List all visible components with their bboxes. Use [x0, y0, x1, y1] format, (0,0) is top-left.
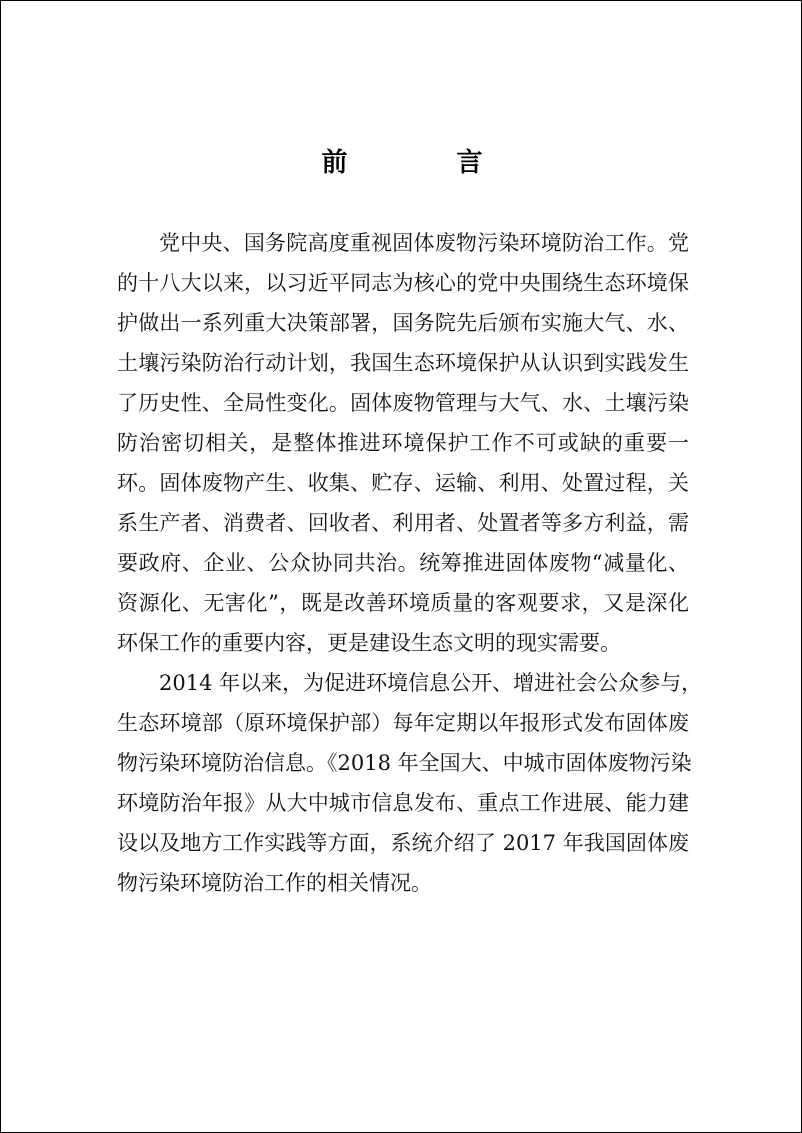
paragraph-line: 的十八大以来，以习近平同志为核心的党中央围绕生态环境保 — [117, 271, 689, 295]
body-text — [117, 223, 703, 903]
paragraph-1 — [117, 223, 689, 663]
paragraph-line: 了历史性、全局性变化。固体废物管理与大气、水、土壤污染 — [117, 391, 689, 415]
paragraph-line: 物污染环境防治信息。《2018 年全国大、中城市固体废物污染 — [117, 751, 692, 775]
paragraph-line: 系生产者、消费者、回收者、利用者、处置者等多方利益，需 — [117, 511, 689, 535]
paragraph-line: 要政府、企业、公众协同共治。统筹推进固体废物“减量化、 — [117, 551, 689, 575]
paragraph-line: 资源化、无害化”，既是改善环境质量的客观要求，又是深化 — [117, 591, 689, 615]
paragraph-line: 防治密切相关，是整体推进环境保护工作不可或缺的重要一 — [117, 431, 689, 455]
paragraph-line: 生态环境部（原环境保护部）每年定期以年报形式发布固体废 — [117, 711, 689, 735]
paragraph-line: 2014 年以来，为促进环境信息公开、增进社会公众参与， — [159, 671, 703, 695]
paragraph-line: 环。固体废物产生、收集、贮存、运输、利用、处置过程，关 — [117, 471, 689, 495]
paragraph-2 — [117, 663, 703, 903]
paragraph-line: 环保工作的重要内容，更是建设生态文明的现实需要。 — [117, 631, 621, 655]
paragraph-line: 护做出一系列重大决策部署，国务院先后颁布实施大气、水、 — [117, 311, 689, 335]
paragraph-line: 设以及地方工作实践等方面，系统介绍了 2017 年我国固体废 — [117, 831, 689, 855]
paragraph-line: 土壤污染防治行动计划，我国生态环境保护从认识到实践发生 — [117, 351, 689, 375]
paragraph-line: 党中央、国务院高度重视固体废物污染环境防治工作。党 — [159, 231, 689, 255]
page-title: 前 言 — [321, 148, 533, 178]
paragraph-line: 物污染环境防治工作的相关情况。 — [117, 871, 432, 895]
paragraph-line: 环境防治年报》从大中城市信息发布、重点工作进展、能力建 — [117, 791, 689, 815]
